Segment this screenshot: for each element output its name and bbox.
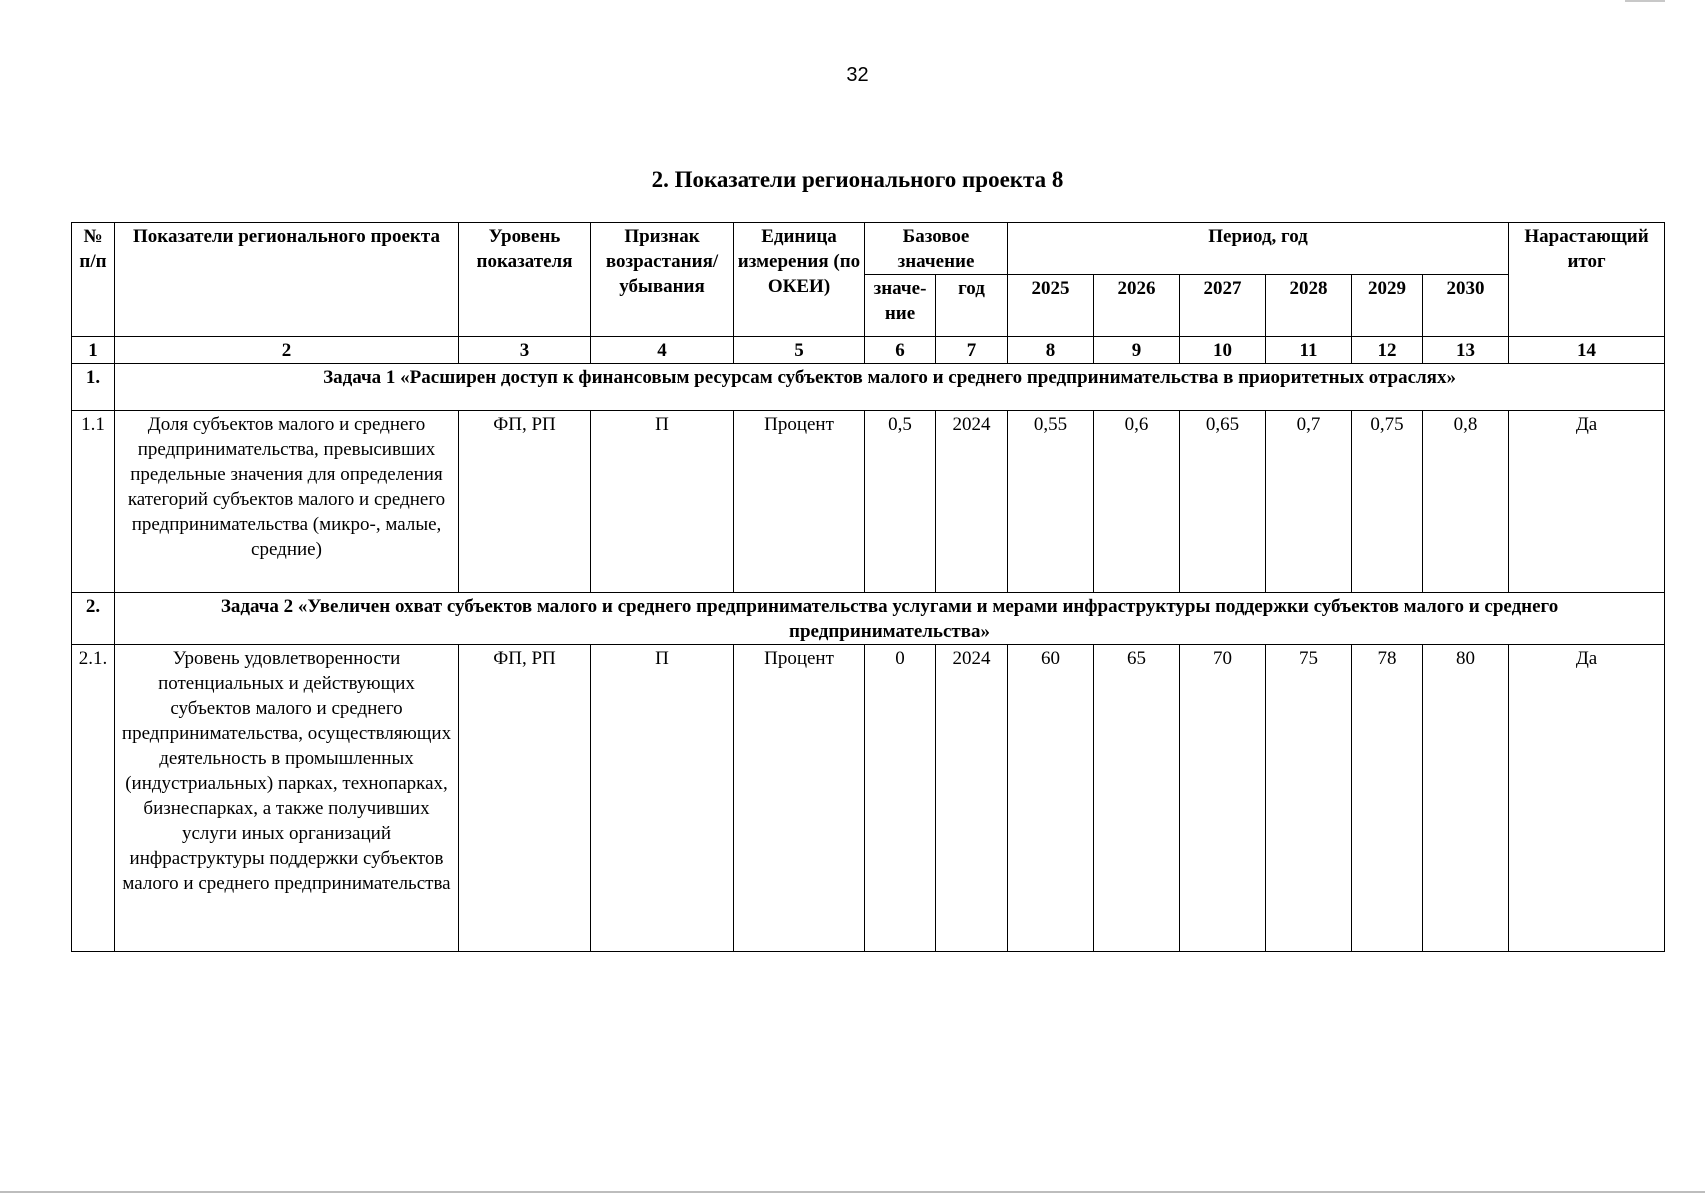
indicator-sign: П	[591, 411, 734, 593]
column-number: 2	[115, 337, 459, 364]
task-title: Задача 2 «Увеличен охват субъектов малого и среднего предпринимательства услугами и мерами инфраструктуры поддержки субъектов малого и среднего предпринимательства»	[115, 593, 1665, 645]
header-base: Базовое значение	[865, 223, 1008, 275]
base-year: 2024	[936, 645, 1008, 952]
base-value: 0,5	[865, 411, 936, 593]
base-value: 0	[865, 645, 936, 952]
base-year: 2024	[936, 411, 1008, 593]
task-number: 1.	[72, 364, 115, 411]
indicator-unit: Процент	[734, 645, 865, 952]
header-cumulative: Нарастающий итог	[1509, 223, 1665, 337]
column-number: 4	[591, 337, 734, 364]
column-number-row	[72, 337, 1665, 364]
indicator-name: Уровень удовлетворенности потенциальных и действующих субъектов малого и среднего предпринимательства, осуществляющих деятельность в промышленных (индустриальных) парках, технопарках, бизнеспарках, а также получивших услуги иных организаций инфраструктуры поддержки субъектов малого и среднего предпринимательства	[115, 645, 459, 952]
header-year: 2029	[1352, 275, 1423, 337]
column-number: 8	[1008, 337, 1094, 364]
header-level: Уровень показателя	[459, 223, 591, 337]
year-value: 75	[1266, 645, 1352, 952]
column-number: 13	[1423, 337, 1509, 364]
header-base-year: год	[936, 275, 1008, 337]
scan-edge-line	[0, 1191, 1705, 1193]
year-value: 78	[1352, 645, 1423, 952]
column-number: 5	[734, 337, 865, 364]
year-value: 0,65	[1180, 411, 1266, 593]
header-year: 2025	[1008, 275, 1094, 337]
row-number: 1.1	[72, 411, 115, 593]
row-number: 2.1.	[72, 645, 115, 952]
year-value: 80	[1423, 645, 1509, 952]
header-base-value: значе- ние	[865, 275, 936, 337]
cumulative-flag: Да	[1509, 411, 1665, 593]
header-indicator: Показатели регионального проекта	[115, 223, 459, 337]
column-number: 11	[1266, 337, 1352, 364]
column-number: 7	[936, 337, 1008, 364]
header-sign: Признак возрастания/ убывания	[591, 223, 734, 337]
column-number: 3	[459, 337, 591, 364]
page-number: 32	[846, 64, 869, 86]
column-number: 1	[72, 337, 115, 364]
year-value: 0,7	[1266, 411, 1352, 593]
indicator-level: ФП, РП	[459, 411, 591, 593]
task-row	[72, 593, 1665, 645]
header-year: 2026	[1094, 275, 1180, 337]
column-number: 9	[1094, 337, 1180, 364]
header-year: 2028	[1266, 275, 1352, 337]
year-value: 70	[1180, 645, 1266, 952]
section-title: 2. Показатели регионального проекта 8	[651, 167, 1064, 192]
indicator-name: Доля субъектов малого и среднего предпринимательства, превысивших предельные значения для определения категорий субъектов малого и среднего предпринимательства (микро-, малые, средние)	[115, 411, 459, 593]
indicator-sign: П	[591, 645, 734, 952]
header-num: № п/п	[72, 223, 115, 337]
year-value: 60	[1008, 645, 1094, 952]
indicator-unit: Процент	[734, 411, 865, 593]
indicator-row	[72, 411, 1665, 593]
task-row	[72, 364, 1665, 411]
header-unit: Единица измерения (по ОКЕИ)	[734, 223, 865, 337]
indicators-table	[71, 222, 1665, 952]
year-value: 0,55	[1008, 411, 1094, 593]
indicator-row	[72, 645, 1665, 952]
column-number: 12	[1352, 337, 1423, 364]
header-row-1	[72, 223, 1665, 275]
column-number: 6	[865, 337, 936, 364]
header-period: Период, год	[1008, 223, 1509, 275]
column-number: 10	[1180, 337, 1266, 364]
cumulative-flag: Да	[1509, 645, 1665, 952]
indicator-level: ФП, РП	[459, 645, 591, 952]
header-year: 2027	[1180, 275, 1266, 337]
year-value: 65	[1094, 645, 1180, 952]
year-value: 0,75	[1352, 411, 1423, 593]
task-number: 2.	[72, 593, 115, 645]
year-value: 0,8	[1423, 411, 1509, 593]
task-title: Задача 1 «Расширен доступ к финансовым ресурсам субъектов малого и среднего предпринимательства в приоритетных отраслях»	[115, 364, 1665, 411]
column-number: 14	[1509, 337, 1665, 364]
header-year: 2030	[1423, 275, 1509, 337]
scan-corner-mark	[1625, 0, 1665, 2]
year-value: 0,6	[1094, 411, 1180, 593]
